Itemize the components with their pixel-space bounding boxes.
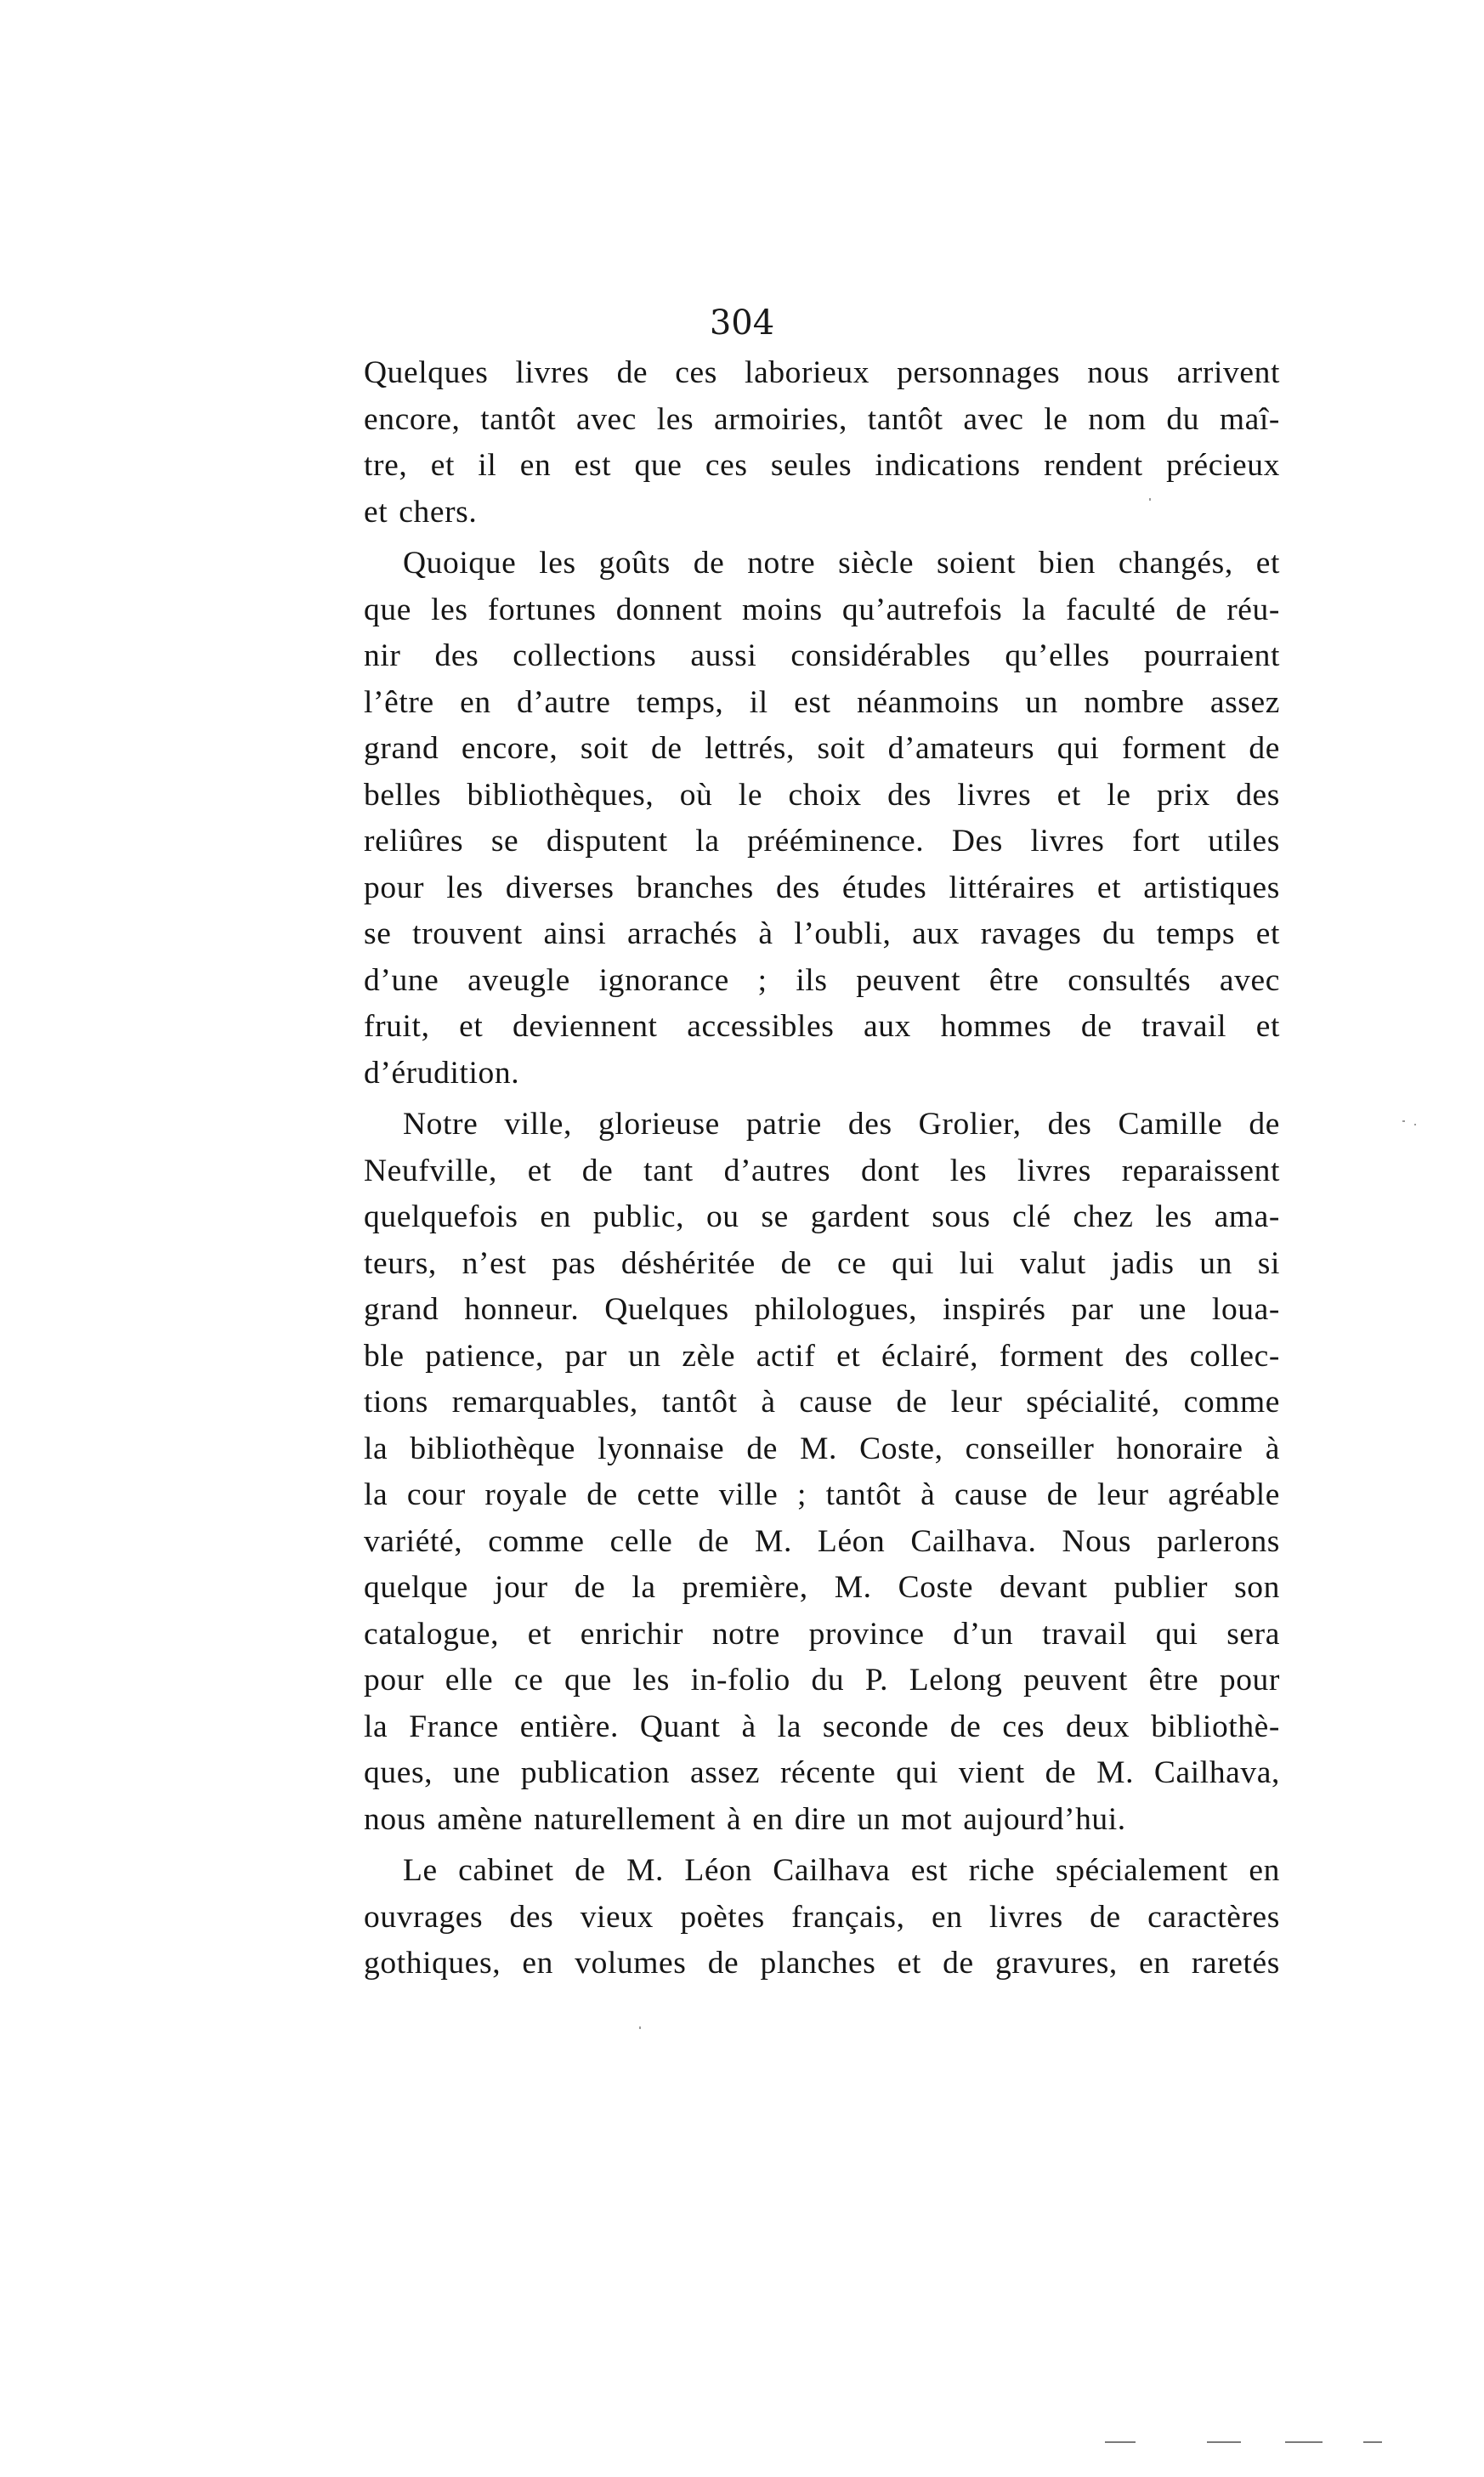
paragraph-4 <box>364 1848 1280 1987</box>
text-line: belles bibliothèques, où le choix des livres et le prix des <box>364 777 1280 813</box>
text-line: pour les diverses branches des études littéraires et artistiques <box>364 870 1280 905</box>
text-line: teurs, n’est pas déshéritée de ce qui lui valut jadis un si <box>364 1245 1280 1281</box>
scan-speck <box>639 2026 641 2029</box>
scan-speck <box>1414 1124 1416 1125</box>
page-number: 304 <box>709 303 775 343</box>
text-line: Notre ville, glorieuse patrie des Grolier, des Camille de <box>403 1107 1280 1142</box>
text-line: catalogue, et enrichir notre province d’un travail qui sera <box>364 1616 1280 1652</box>
body-text <box>364 350 1280 1987</box>
text-line: nous amène naturellement à en dire un mot aujourd’hui. <box>364 1801 1126 1837</box>
text-line: la bibliothèque lyonnaise de M. Coste, conseiller honoraire à <box>364 1431 1280 1466</box>
text-line: pour elle ce que les in-folio du P. Lelong peuvent être pour <box>364 1663 1280 1698</box>
text-line: reliûres se disputent la prééminence. Des livres fort utiles <box>364 824 1280 859</box>
text-line: tions remarquables, tantôt à cause de leur spécialité, comme <box>364 1385 1280 1420</box>
text-line: se trouvent ainsi arrachés à l’oubli, aux ravages du temps et <box>364 916 1280 951</box>
text-line: que les fortunes donnent moins qu’autrefois la faculté de réu- <box>364 592 1280 627</box>
text-line: gothiques, en volumes de planches et de gravures, en raretés <box>364 1946 1280 1981</box>
text-line: ques, une publication assez récente qui vient de M. Cailhava, <box>364 1755 1280 1790</box>
text-line: quelquefois en public, ou se gardent sous clé chez les ama- <box>364 1199 1280 1234</box>
text-line: d’érudition. <box>364 1055 520 1091</box>
text-line: fruit, et deviennent accessibles aux hommes de travail et <box>364 1009 1280 1044</box>
text-line: Quelques livres de ces laborieux personnages nous arrivent <box>364 355 1280 390</box>
text-line: la cour royale de cette ville ; tantôt à cause de leur agréable <box>364 1477 1280 1512</box>
scan-edge-mark <box>1285 2441 1323 2443</box>
text-line: encore, tantôt avec les armoiries, tantôt avec le nom du maî- <box>364 401 1280 437</box>
paragraph-3 <box>364 1102 1280 1843</box>
scan-edge-mark <box>1105 2441 1136 2443</box>
text-line: grand encore, soit de lettrés, soit d’amateurs qui forment de <box>364 731 1280 766</box>
text-line: ouvrages des vieux poètes français, en livres de caractères <box>364 1899 1280 1935</box>
text-line: d’une aveugle ignorance ; ils peuvent être consultés avec <box>364 962 1280 998</box>
text-line: et chers. <box>364 494 478 530</box>
text-line: tre, et il en est que ces seules indications rendent précieux <box>364 448 1280 483</box>
text-line: Quoique les goûts de notre siècle soient bien changés, et <box>403 546 1280 581</box>
scan-speck <box>1402 1120 1405 1122</box>
text-line: la France entière. Quant à la seconde de ces deux bibliothè- <box>364 1709 1280 1744</box>
text-line: Neufville, et de tant d’autres dont les livres reparaissent <box>364 1153 1280 1188</box>
paragraph-1 <box>364 350 1280 536</box>
text-line: grand honneur. Quelques philologues, inspirés par une loua- <box>364 1292 1280 1327</box>
text-line: Le cabinet de M. Léon Cailhava est riche spécialement en <box>403 1853 1280 1888</box>
scan-edge-mark <box>1207 2441 1241 2443</box>
paragraph-2 <box>364 541 1280 1097</box>
text-line: variété, comme celle de M. Léon Cailhava. Nous parlerons <box>364 1523 1280 1559</box>
text-line: l’être en d’autre temps, il est néanmoins un nombre assez <box>364 684 1280 720</box>
scan-edge-mark <box>1363 2441 1382 2443</box>
scan-speck <box>1149 498 1151 501</box>
text-line: nir des collections aussi considérables qu’elles pourraient <box>364 638 1280 673</box>
text-line: quelque jour de la première, M. Coste devant publier son <box>364 1570 1280 1605</box>
text-line: ble patience, par un zèle actif et éclairé, forment des collec- <box>364 1338 1280 1374</box>
